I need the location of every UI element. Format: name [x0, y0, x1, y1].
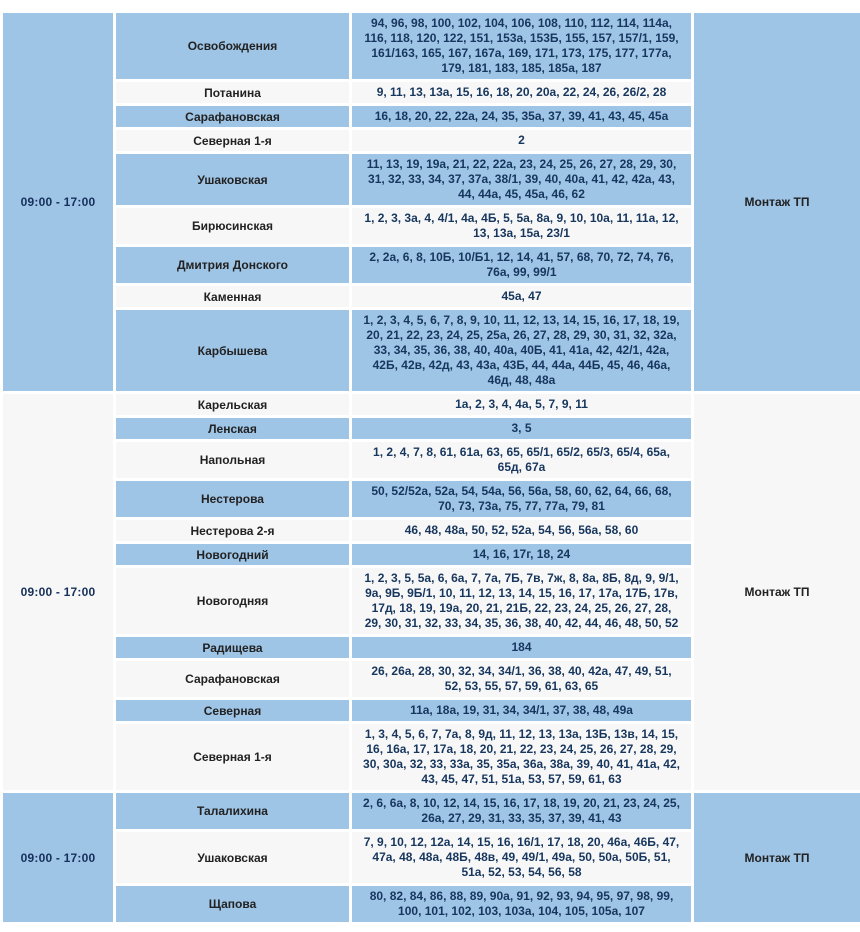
street-name-cell: Новогодняя: [116, 568, 349, 634]
table-row: [116, 247, 691, 283]
house-numbers-cell: 94, 96, 98, 100, 102, 104, 106, 108, 110, 112, 114, 114а, 116, 118, 120, 122, 151, 153а, 153Б, 155, 157, 157/1, 159, 161/163, 165, 167, 167а, 169, 171, 173, 175, 177, 177а, 179, 181, 183, 185, 185а, 187: [352, 13, 691, 79]
outage-table: [3, 13, 860, 922]
house-numbers-cell: 11, 13, 19, 19а, 21, 22, 22а, 23, 24, 25, 26, 27, 28, 29, 30, 31, 32, 33, 34, 37, 37а, 38/1, 39, 40, 40а, 41, 42, 42а, 43, 44, 44а, 45, 45а, 46, 62: [352, 154, 691, 205]
house-numbers-cell: 1, 2, 3, 3а, 4, 4/1, 4а, 4Б, 5, 5а, 8а, 9, 10, 10а, 11, 11а, 12, 13, 13а, 15а, 23/1: [352, 208, 691, 244]
table-row: [116, 568, 691, 634]
table-row: [116, 154, 691, 205]
house-numbers-cell: 45а, 47: [352, 286, 691, 307]
street-rows: [116, 793, 691, 922]
street-name-cell: Карбышева: [116, 310, 349, 391]
table-row: [116, 700, 691, 721]
house-numbers-cell: 14, 16, 17г, 18, 24: [352, 544, 691, 565]
house-numbers-cell: 1а, 2, 3, 4, 4а, 5, 7, 9, 11: [352, 394, 691, 415]
table-row: [116, 208, 691, 244]
house-numbers-cell: 50, 52/52а, 52а, 54, 54а, 56, 56а, 58, 60, 62, 64, 66, 68, 70, 73, 73а, 75, 77, 77а, 79, 81: [352, 481, 691, 517]
table-row: [116, 832, 691, 883]
table-row: [116, 637, 691, 658]
street-name-cell: Талалихина: [116, 793, 349, 829]
house-numbers-cell: 1, 2, 4, 7, 8, 61, 61а, 63, 65, 65/1, 65/2, 65/3, 65/4, 65а, 65д, 67а: [352, 442, 691, 478]
schedule-block: [3, 13, 860, 391]
street-name-cell: Ленская: [116, 418, 349, 439]
table-row: [116, 286, 691, 307]
schedule-block: [3, 793, 860, 922]
house-numbers-cell: 7, 9, 10, 12, 12а, 14, 15, 16, 16/1, 17, 18, 20, 46а, 46Б, 47, 47а, 48, 48а, 48Б, 48в, 49, 49/1, 49а, 50, 50а, 50Б, 51, 51а, 52, 53, 54, 56, 58: [352, 832, 691, 883]
street-rows: [116, 394, 691, 790]
table-row: [116, 442, 691, 478]
street-name-cell: Ушаковская: [116, 832, 349, 883]
street-name-cell: Северная 1-я: [116, 130, 349, 151]
work-type-cell: Монтаж ТП: [694, 13, 860, 391]
street-name-cell: Каменная: [116, 286, 349, 307]
street-name-cell: Северная: [116, 700, 349, 721]
street-name-cell: Нестерова: [116, 481, 349, 517]
table-row: [116, 13, 691, 79]
table-row: [116, 724, 691, 790]
house-numbers-cell: 9, 11, 13, 13а, 15, 16, 18, 20, 20а, 22, 24, 26, 26/2, 28: [352, 82, 691, 103]
street-name-cell: Бирюсинская: [116, 208, 349, 244]
street-name-cell: Освобождения: [116, 13, 349, 79]
table-row: [116, 793, 691, 829]
work-type-cell: Монтаж ТП: [694, 793, 860, 922]
house-numbers-cell: 1, 2, 3, 5, 5а, 6, 6а, 7, 7а, 7Б, 7в, 7ж, 8, 8а, 8Б, 8д, 9, 9/1, 9а, 9Б, 9Б/1, 10, 11, 12, 13, 14, 15, 16, 17, 17а, 17Б, 17в, 17д, 18, 19, 19а, 20, 21, 21Б, 22, 23, 24, 25, 26, 27, 28, 29, 30, 31, 32, 33, 34, 35, 36, 38, 40, 42, 44, 46, 48, 50, 52: [352, 568, 691, 634]
house-numbers-cell: 1, 2, 3, 4, 5, 6, 7, 8, 9, 10, 11, 12, 13, 14, 15, 16, 17, 18, 19, 20, 21, 22, 23, 24, 25, 25а, 26, 27, 28, 29, 30, 31, 32, 32а, 33, 34, 35, 36, 38, 40, 40а, 40Б, 41, 41а, 42, 42/1, 42а, 42Б, 42в, 42д, 43, 43а, 43Б, 44, 44а, 44Б, 45, 46, 46а, 46д, 48, 48а: [352, 310, 691, 391]
work-type-cell: Монтаж ТП: [694, 394, 860, 790]
street-rows: [116, 13, 691, 391]
street-name-cell: Сарафановская: [116, 661, 349, 697]
house-numbers-cell: 2: [352, 130, 691, 151]
schedule-block: [3, 394, 860, 790]
house-numbers-cell: 2, 6, 6а, 8, 10, 12, 14, 15, 16, 17, 18, 19, 20, 21, 23, 24, 25, 26а, 27, 29, 31, 33, 35, 37, 39, 41, 43: [352, 793, 691, 829]
house-numbers-cell: 80, 82, 84, 86, 88, 89, 90а, 91, 92, 93, 94, 95, 97, 98, 99, 100, 101, 102, 103, 103а, 104, 105, 105а, 107: [352, 886, 691, 922]
table-row: [116, 394, 691, 415]
street-name-cell: Карельская: [116, 394, 349, 415]
table-row: [116, 130, 691, 151]
street-name-cell: Ушаковская: [116, 154, 349, 205]
house-numbers-cell: 46, 48, 48а, 50, 52, 52а, 54, 56, 56а, 58, 60: [352, 520, 691, 541]
table-row: [116, 886, 691, 922]
house-numbers-cell: 16, 18, 20, 22, 22а, 24, 35, 35а, 37, 39, 41, 43, 45, 45а: [352, 106, 691, 127]
street-name-cell: Напольная: [116, 442, 349, 478]
street-name-cell: Новогодний: [116, 544, 349, 565]
street-name-cell: Радищева: [116, 637, 349, 658]
table-row: [116, 520, 691, 541]
house-numbers-cell: 2, 2а, 6, 8, 10Б, 10/Б1, 12, 14, 41, 57, 68, 70, 72, 74, 76, 76а, 99, 99/1: [352, 247, 691, 283]
street-name-cell: Сарафановская: [116, 106, 349, 127]
street-name-cell: Потанина: [116, 82, 349, 103]
house-numbers-cell: 11а, 18а, 19, 31, 34, 34/1, 37, 38, 48, 49а: [352, 700, 691, 721]
table-row: [116, 310, 691, 391]
house-numbers-cell: 26, 26а, 28, 30, 32, 34, 34/1, 36, 38, 40, 42а, 47, 49, 51, 52, 53, 55, 57, 59, 61, 63, 65: [352, 661, 691, 697]
table-row: [116, 106, 691, 127]
street-name-cell: Северная 1-я: [116, 724, 349, 790]
table-row: [116, 481, 691, 517]
street-name-cell: Нестерова 2-я: [116, 520, 349, 541]
house-numbers-cell: 1, 3, 4, 5, 6, 7, 7а, 8, 9д, 11, 12, 13, 13а, 13Б, 13в, 14, 15, 16, 16а, 17, 17а, 18, 20, 21, 22, 23, 24, 25, 26, 27, 28, 29, 30, 30а, 32, 33, 33а, 35, 35а, 36а, 38а, 39, 40, 41, 41а, 42, 43, 45, 47, 51, 51а, 53, 57, 59, 61, 63: [352, 724, 691, 790]
house-numbers-cell: 184: [352, 637, 691, 658]
table-row: [116, 544, 691, 565]
street-name-cell: Дмитрия Донского: [116, 247, 349, 283]
time-cell: 09:00 - 17:00: [3, 394, 113, 790]
street-name-cell: Щапова: [116, 886, 349, 922]
house-numbers-cell: 3, 5: [352, 418, 691, 439]
table-row: [116, 82, 691, 103]
table-row: [116, 418, 691, 439]
time-cell: 09:00 - 17:00: [3, 13, 113, 391]
time-cell: 09:00 - 17:00: [3, 793, 113, 922]
table-row: [116, 661, 691, 697]
